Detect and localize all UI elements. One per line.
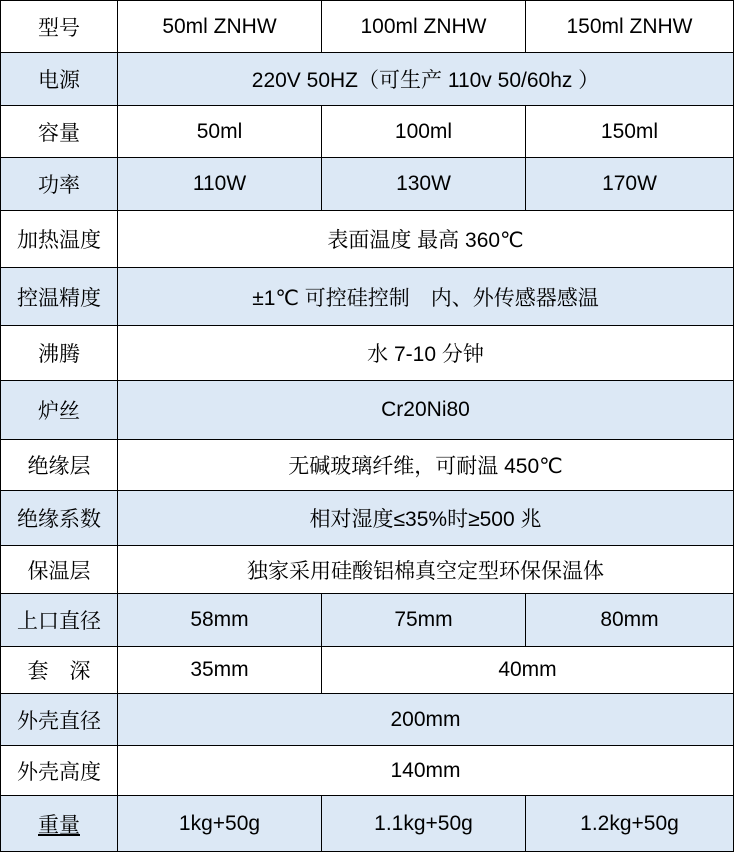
spec-value-cell: 独家采用硅酸铝棉真空定型环保保温体: [118, 546, 734, 594]
spec-value-cell: 200mm: [118, 694, 734, 746]
spec-value-cell: ±1℃ 可控硅控制 内、外传感器感温: [118, 268, 734, 326]
spec-value-cell: 58mm: [118, 594, 322, 647]
spec-row: [1, 594, 734, 647]
spec-row: [1, 326, 734, 381]
spec-value-cell: 75mm: [322, 594, 526, 647]
spec-value-cell: 100ml: [322, 106, 526, 158]
spec-row: [1, 381, 734, 440]
spec-row-label: 容量: [1, 106, 118, 158]
spec-value-cell: 50ml: [118, 106, 322, 158]
spec-row: [1, 268, 734, 326]
spec-row-label: 上口直径: [1, 594, 118, 647]
spec-row: [1, 746, 734, 796]
spec-row-label: 套 深: [1, 647, 118, 694]
spec-row: [1, 211, 734, 268]
spec-row-label: 炉丝: [1, 381, 118, 440]
spec-row-label: 保温层: [1, 546, 118, 594]
spec-row: [1, 53, 734, 106]
spec-row: [1, 106, 734, 158]
spec-value-cell: 80mm: [526, 594, 734, 647]
spec-row: [1, 647, 734, 694]
spec-row-label: 重量: [1, 796, 118, 852]
spec-value-cell: 170W: [526, 158, 734, 211]
spec-value-cell: 40mm: [322, 647, 734, 694]
spec-value-cell: 130W: [322, 158, 526, 211]
spec-value-cell: 表面温度 最高 360℃: [118, 211, 734, 268]
spec-row: [1, 491, 734, 546]
spec-value-cell: 无碱玻璃纤维，可耐温 450℃: [118, 440, 734, 491]
spec-value-cell: 1.1kg+50g: [322, 796, 526, 852]
spec-row-label: 功率: [1, 158, 118, 211]
spec-row-label: 加热温度: [1, 211, 118, 268]
spec-row-label: 型号: [1, 1, 118, 53]
spec-row-label: 沸腾: [1, 326, 118, 381]
spec-row: [1, 546, 734, 594]
spec-row-label: 绝缘层: [1, 440, 118, 491]
spec-value-cell: 140mm: [118, 746, 734, 796]
spec-value-cell: 150ml: [526, 106, 734, 158]
spec-value-cell: 1.2kg+50g: [526, 796, 734, 852]
spec-value-cell: Cr20Ni80: [118, 381, 734, 440]
spec-row: [1, 1, 734, 53]
spec-row-label: 外壳直径: [1, 694, 118, 746]
spec-row-label: 外壳高度: [1, 746, 118, 796]
spec-row: [1, 694, 734, 746]
spec-value-cell: 1kg+50g: [118, 796, 322, 852]
spec-table-body: [1, 1, 734, 852]
spec-value-cell: 水 7-10 分钟: [118, 326, 734, 381]
spec-value-cell: 100ml ZNHW: [322, 1, 526, 53]
spec-row: [1, 440, 734, 491]
spec-row: [1, 796, 734, 852]
spec-value-cell: 50ml ZNHW: [118, 1, 322, 53]
spec-value-cell: 110W: [118, 158, 322, 211]
spec-value-cell: 150ml ZNHW: [526, 1, 734, 53]
spec-row-label: 绝缘系数: [1, 491, 118, 546]
spec-row: [1, 158, 734, 211]
spec-row-label: 电源: [1, 53, 118, 106]
spec-value-cell: 35mm: [118, 647, 322, 694]
spec-row-label: 控温精度: [1, 268, 118, 326]
spec-value-cell: 220V 50HZ（可生产 110v 50/60hz ）: [118, 53, 734, 106]
spec-value-cell: 相对湿度≤35%时≥500 兆: [118, 491, 734, 546]
